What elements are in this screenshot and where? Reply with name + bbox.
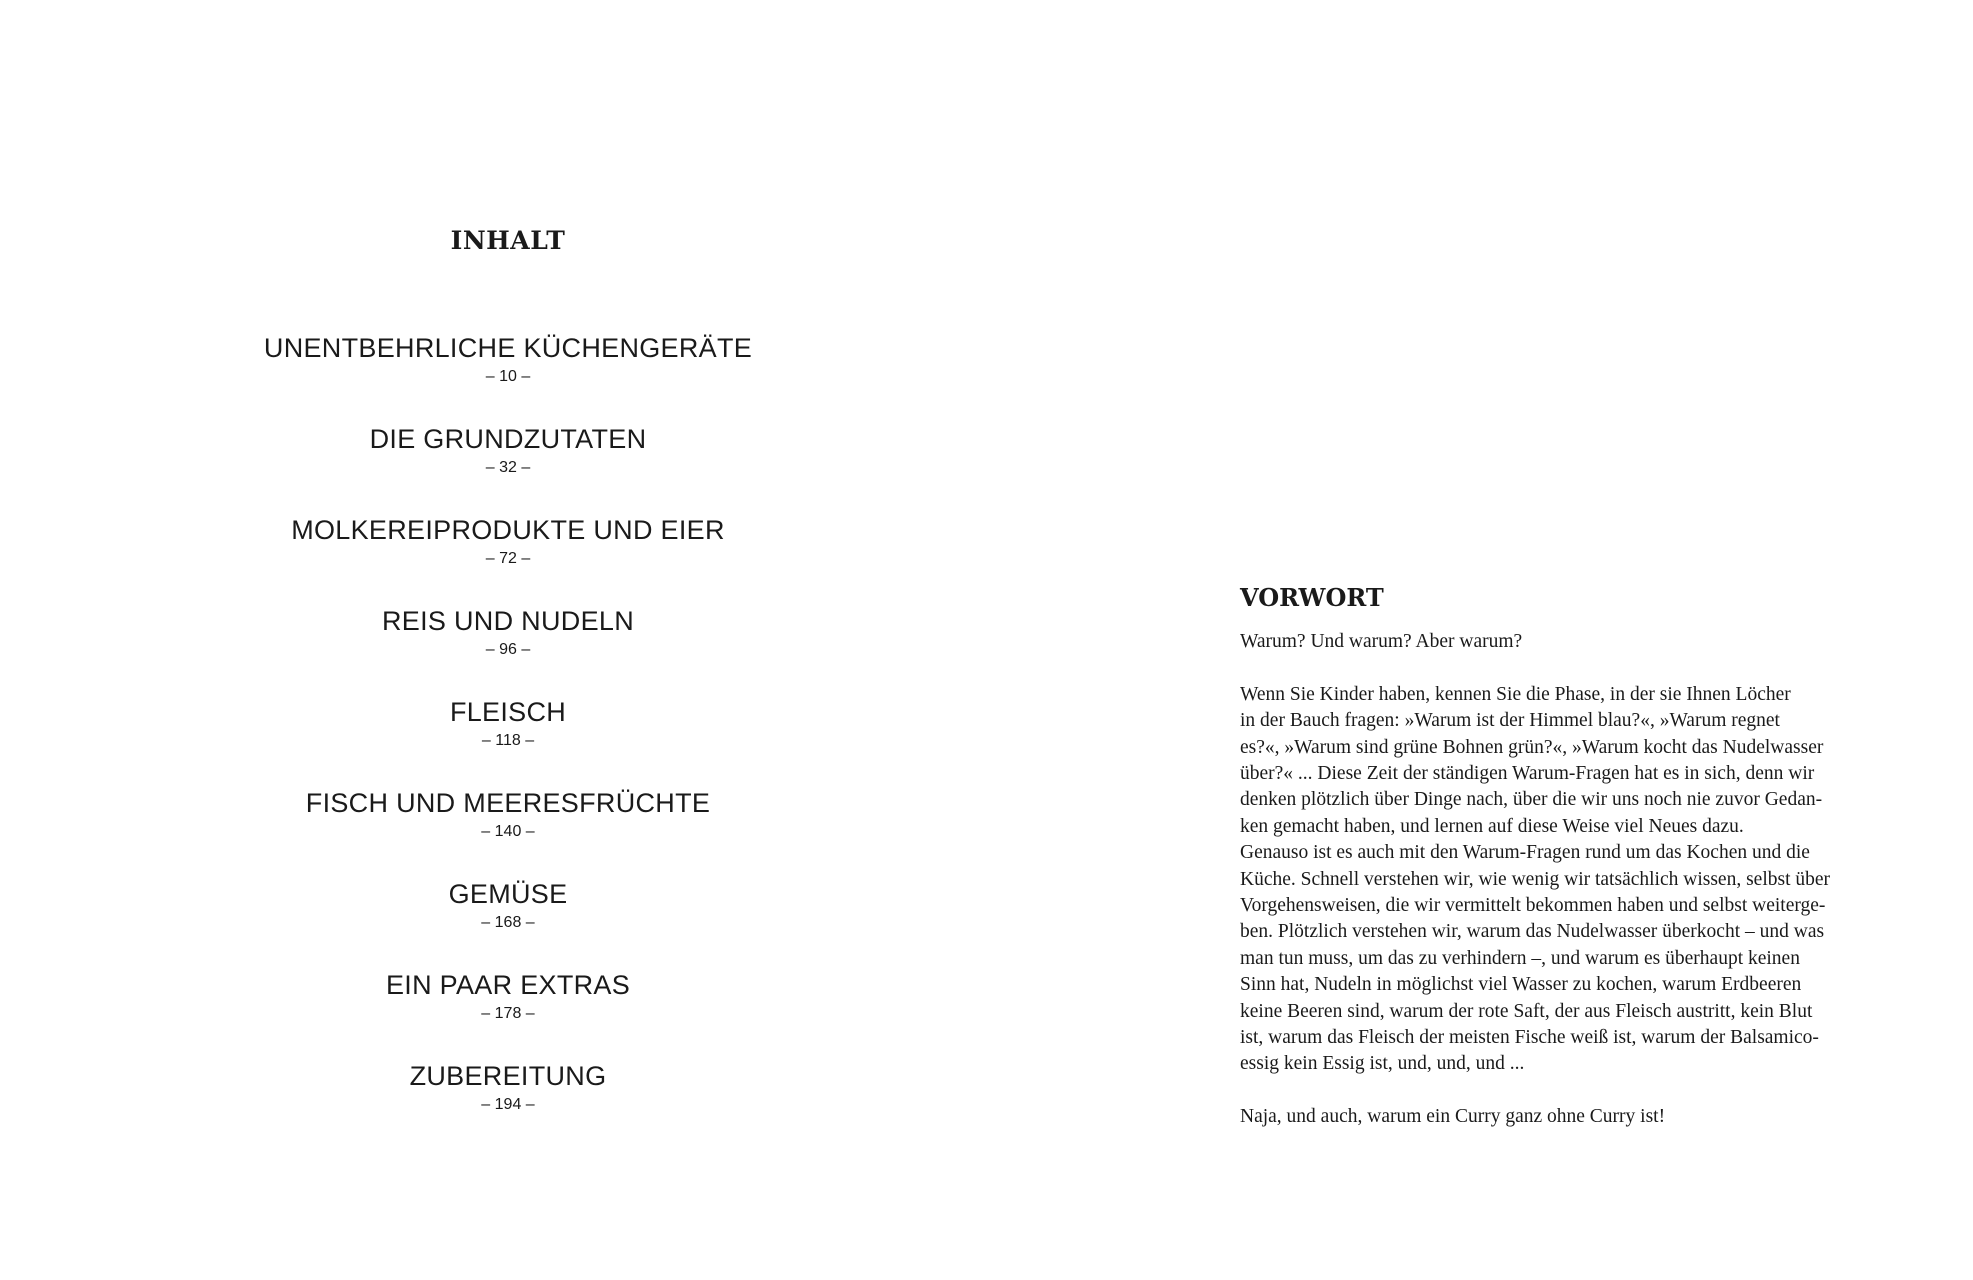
foreword-intro: Warum? Und warum? Aber warum?: [1240, 631, 1523, 652]
toc-entry: [0, 1058, 1016, 1149]
toc-list: [0, 330, 1016, 1149]
toc-entry: [0, 512, 1016, 603]
foreword-body-line: Vorgehensweisen, die wir vermittelt bekommen haben und selbst weiterge-: [1240, 895, 1826, 917]
foreword-body-line: in der Bauch fragen: »Warum ist der Himmel blau?«, »Warum regnet: [1240, 710, 1780, 732]
toc-entry-title: FISCH UND MEERESFRÜCHTE: [305, 788, 711, 818]
toc-entry: [0, 785, 1016, 876]
toc-entry-page-number: – 32 –: [485, 459, 531, 476]
toc-entry-page-number: – 10 –: [485, 368, 531, 385]
toc-entry-page-number: – 194 –: [481, 1096, 535, 1113]
toc-entry: [0, 694, 1016, 785]
right-page: [986, 0, 1973, 1280]
foreword-body-line: Sinn hat, Nudeln in möglichst viel Wasser zu kochen, warum Erdbeeren: [1240, 974, 1802, 996]
toc-entry: [0, 330, 1016, 421]
toc-entry: [0, 603, 1016, 694]
toc-entry: [0, 421, 1016, 512]
toc-entry-title: GEMÜSE: [448, 879, 568, 909]
foreword-body-line: essig kein Essig ist, und, und, und ...: [1240, 1053, 1525, 1075]
toc-entry-title: FLEISCH: [449, 697, 567, 727]
toc-entry-title: EIN PAAR EXTRAS: [385, 970, 631, 1000]
toc-entry-page-number: – 118 –: [481, 732, 535, 749]
foreword-body-line: es?«, »Warum sind grüne Bohnen grün?«, »Warum kocht das Nudelwasser: [1240, 736, 1824, 758]
toc-title: INHALT: [450, 226, 566, 255]
foreword-body-line: Küche. Schnell verstehen wir, wie wenig wir tatsächlich wissen, selbst über: [1240, 868, 1831, 890]
foreword-body: [1240, 682, 1900, 1078]
toc-entry-title: REIS UND NUDELN: [381, 606, 635, 636]
foreword-section: [1240, 583, 1900, 1157]
toc-entry-title: MOLKEREIPRODUKTE UND EIER: [291, 515, 725, 545]
toc-entry-page-number: – 168 –: [481, 914, 535, 931]
left-page: [0, 0, 986, 1280]
foreword-title: VORWORT: [1240, 583, 1384, 612]
foreword-body-line: Genauso ist es auch mit den Warum-Fragen rund um das Kochen und die: [1240, 842, 1810, 864]
toc-entry: [0, 876, 1016, 967]
foreword-body-line: denken plötzlich über Dinge nach, über die wir uns noch nie zuvor Gedan-: [1240, 789, 1823, 811]
toc-entry-page-number: – 96 –: [485, 641, 531, 658]
toc-entry-page-number: – 140 –: [481, 823, 535, 840]
toc-entry-page-number: – 72 –: [485, 550, 531, 567]
toc-entry-title: UNENTBEHRLICHE KÜCHENGERÄTE: [263, 333, 753, 363]
toc-entry: [0, 967, 1016, 1058]
foreword-body-line: keine Beeren sind, warum der rote Saft, der aus Fleisch austritt, kein Blut: [1240, 1000, 1813, 1022]
toc-entry-title: ZUBEREITUNG: [409, 1061, 607, 1091]
foreword-closing: Naja, und auch, warum ein Curry ganz ohne Curry ist!: [1240, 1106, 1666, 1128]
foreword-body-line: ist, warum das Fleisch der meisten Fische weiß ist, warum der Balsamico-: [1240, 1027, 1819, 1049]
foreword-body-line: Wenn Sie Kinder haben, kennen Sie die Phase, in der sie Ihnen Löcher: [1240, 683, 1791, 705]
toc-entry-title: DIE GRUNDZUTATEN: [369, 424, 647, 454]
foreword-body-line: ken gemacht haben, und lernen auf diese Weise viel Neues dazu.: [1240, 815, 1744, 837]
foreword-body-line: ben. Plötzlich verstehen wir, warum das Nudelwasser überkocht – und was: [1240, 921, 1825, 943]
toc-entry-page-number: – 178 –: [481, 1005, 535, 1022]
foreword-body-line: man tun muss, um das zu verhindern –, und warum es überhaupt keinen: [1240, 947, 1800, 969]
foreword-body-line: über?« ... Diese Zeit der ständigen Warum-Fragen hat es in sich, denn wir: [1240, 763, 1815, 785]
